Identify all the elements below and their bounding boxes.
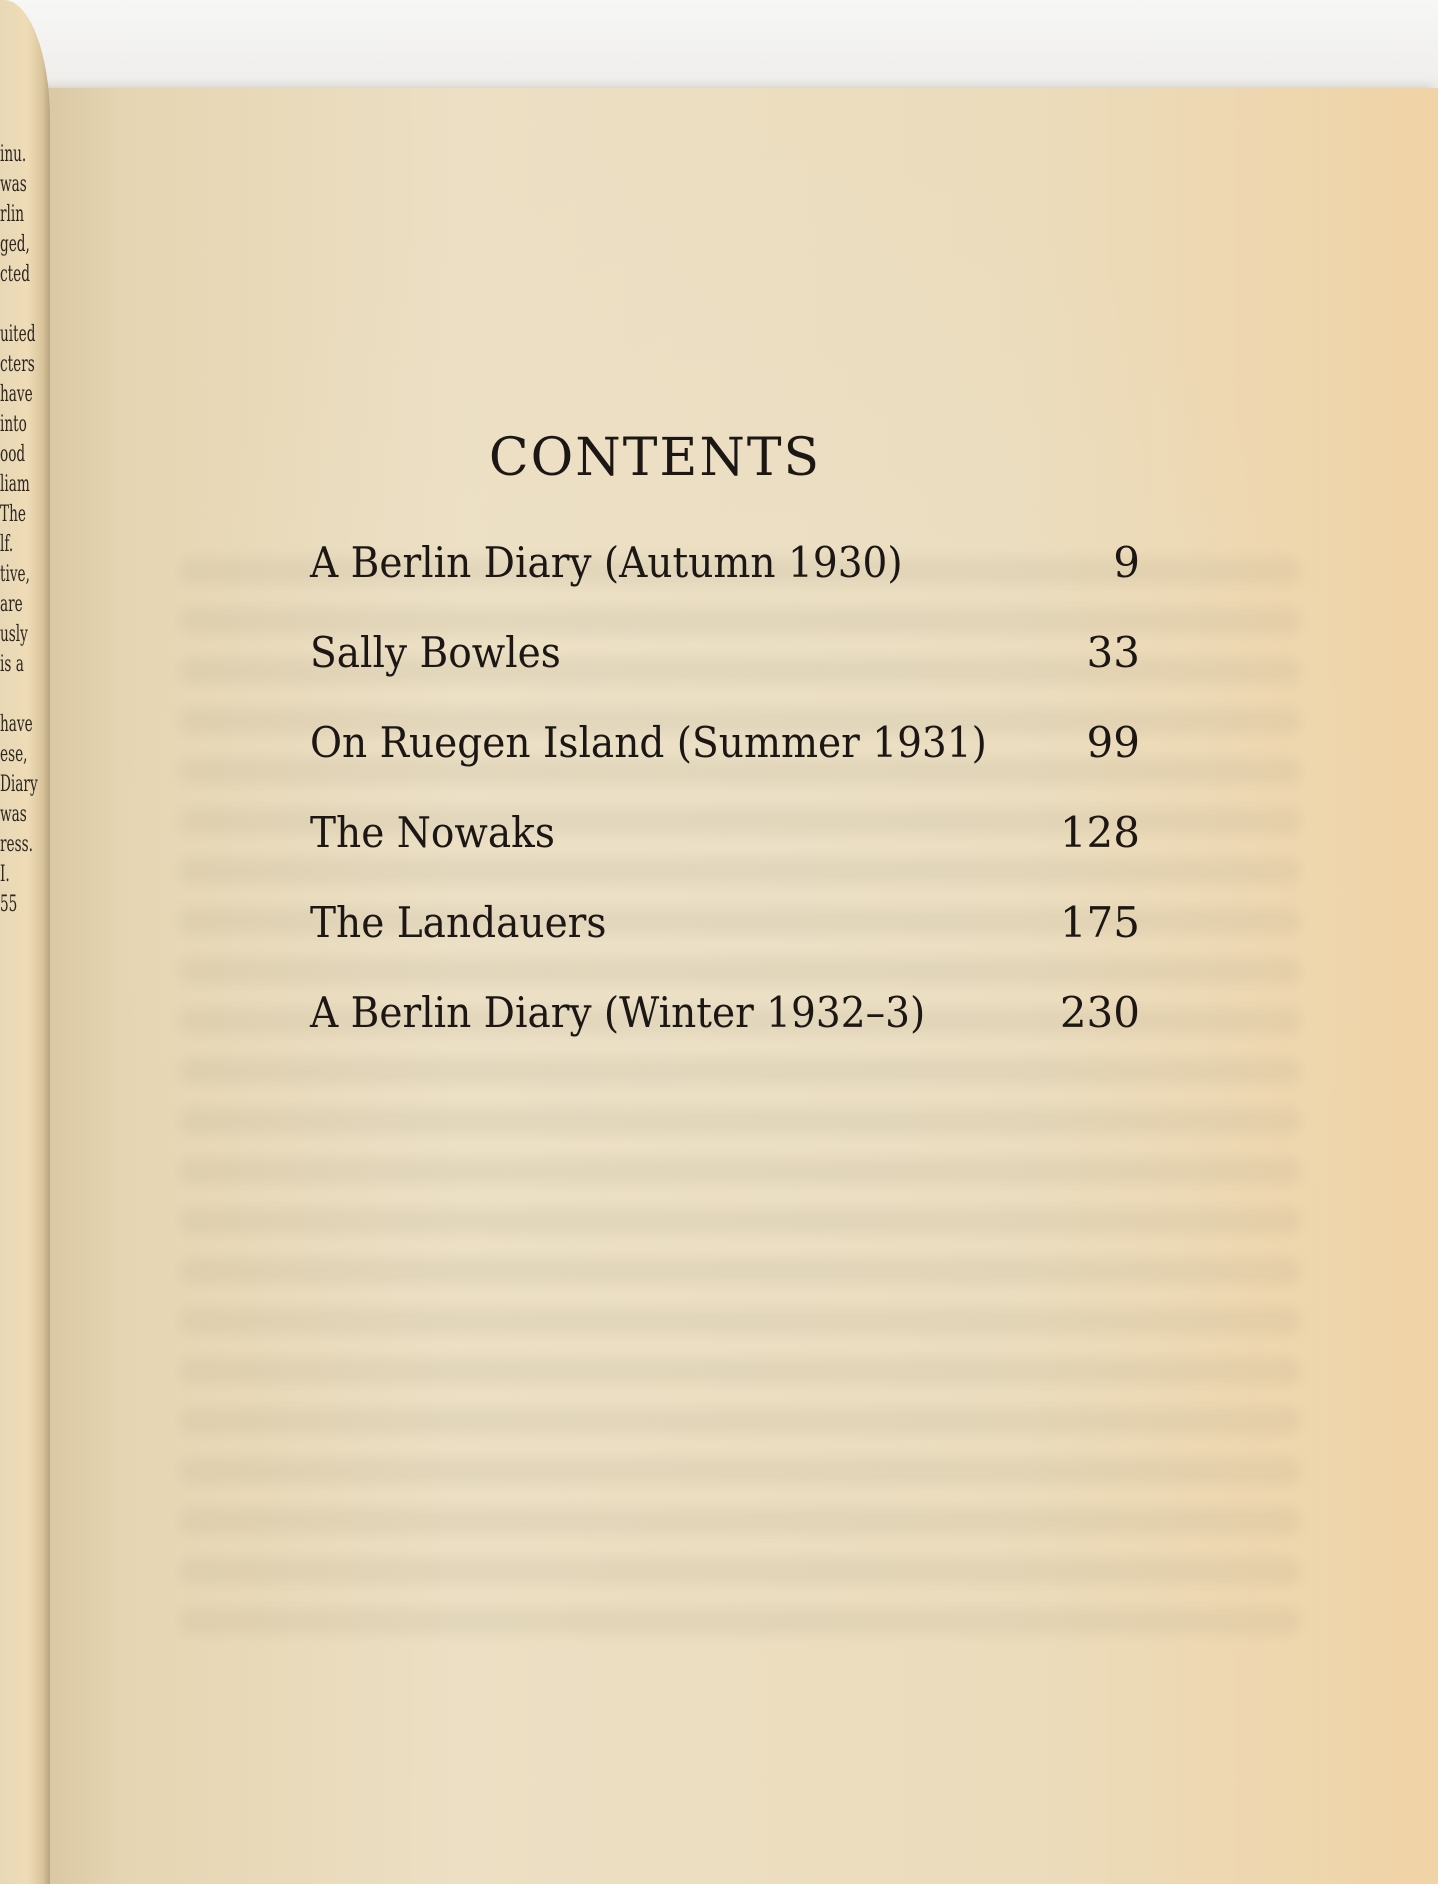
show-through-line: [180, 1608, 1300, 1634]
text-fragment: inu.: [0, 142, 27, 167]
show-through-line: [180, 1458, 1300, 1484]
text-fragment: cted: [0, 262, 30, 287]
text-fragment: The: [0, 502, 26, 527]
toc-entry: [310, 808, 1140, 868]
table-of-contents: [310, 88, 1150, 1288]
text-fragment: ood: [0, 442, 26, 467]
toc-entry: [310, 988, 1140, 1048]
show-through-line: [180, 1308, 1300, 1334]
toc-entry-title: A Berlin Diary (Winter 1932–3): [310, 988, 926, 1037]
toc-entry: [310, 898, 1140, 958]
show-through-line: [180, 1408, 1300, 1434]
text-fragment: have: [0, 712, 33, 737]
toc-entry-page: 230: [1059, 988, 1140, 1037]
show-through-line: [180, 1558, 1300, 1584]
text-fragment: was: [0, 802, 27, 827]
text-fragment: ese,: [0, 742, 28, 767]
text-fragment: liam: [0, 472, 30, 497]
show-through-line: [180, 1358, 1300, 1384]
text-fragment: [0, 680, 25, 710]
text-fragment: cters: [0, 352, 35, 377]
text-fragment: into: [0, 412, 27, 437]
toc-entry-title: Sally Bowles: [310, 628, 561, 677]
text-fragment: ress.: [0, 832, 33, 857]
show-through-line: [180, 1508, 1300, 1534]
toc-entry-page: 9: [1113, 538, 1140, 587]
toc-entry-page: 175: [1059, 898, 1140, 947]
previous-page-text: [0, 140, 40, 920]
contents-heading: CONTENTS: [488, 428, 822, 488]
toc-entry: [310, 718, 1140, 778]
text-fragment: Diary: [0, 772, 38, 797]
toc-entry: [310, 628, 1140, 688]
previous-page-edge: [0, 0, 50, 1884]
toc-entry: [310, 538, 1140, 598]
text-fragment: uited: [0, 322, 36, 347]
toc-entry-page: 99: [1086, 718, 1140, 767]
text-fragment: is a: [0, 652, 24, 677]
text-fragment: have: [0, 382, 33, 407]
text-fragment: tive,: [0, 562, 30, 587]
text-fragment: lf.: [0, 532, 14, 557]
toc-entry-page: 33: [1086, 628, 1140, 677]
toc-entry-title: On Ruegen Island (Summer 1931): [310, 718, 987, 767]
text-fragment: rlin: [0, 202, 25, 227]
toc-entry-page: 128: [1059, 808, 1140, 857]
toc-entry-title: The Landauers: [310, 898, 607, 947]
text-fragment: was: [0, 172, 27, 197]
text-fragment: 55: [0, 892, 18, 917]
text-fragment: I.: [0, 862, 10, 887]
text-fragment: [0, 290, 25, 320]
contents-page: [40, 88, 1438, 1884]
toc-entry-title: The Nowaks: [310, 808, 555, 857]
text-fragment: are: [0, 592, 23, 617]
text-fragment: ged,: [0, 232, 30, 257]
text-fragment: usly: [0, 622, 28, 647]
toc-entry-title: A Berlin Diary (Autumn 1930): [310, 538, 903, 587]
